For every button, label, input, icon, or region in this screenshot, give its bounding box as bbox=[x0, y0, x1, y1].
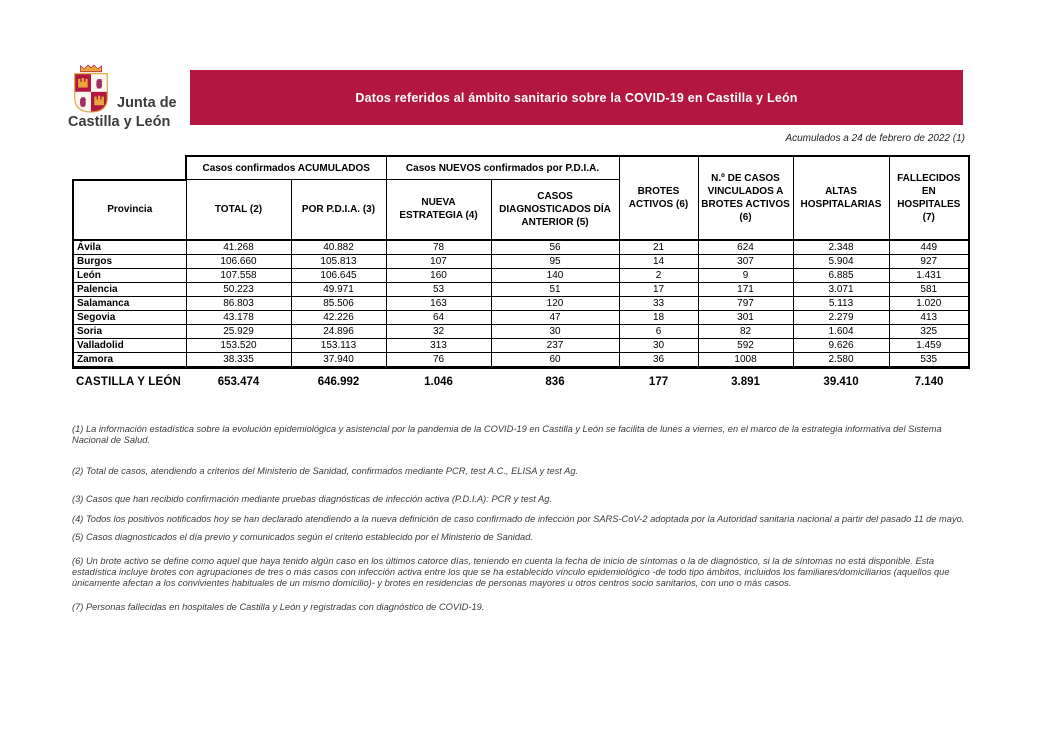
total-value-cell: 3.891 bbox=[731, 376, 760, 388]
column-header-fallecidos: FALLECIDOS EN HOSPITALES (7) bbox=[889, 156, 969, 240]
value-cell: 41.268 bbox=[186, 240, 291, 255]
table-row-salamanca bbox=[73, 296, 969, 310]
province-cell: Zamora bbox=[73, 352, 186, 367]
value-cell: 53 bbox=[386, 282, 491, 296]
value-cell: 105.813 bbox=[291, 254, 386, 268]
value-cell: 1.459 bbox=[889, 338, 969, 352]
value-cell: 1008 bbox=[698, 352, 793, 367]
value-cell: 33 bbox=[619, 296, 698, 310]
value-cell: 797 bbox=[698, 296, 793, 310]
logo-org-line1: Junta de bbox=[117, 94, 177, 111]
value-cell: 49.971 bbox=[291, 282, 386, 296]
covid-data-table bbox=[72, 155, 970, 393]
value-cell: 18 bbox=[619, 310, 698, 324]
footnote-4: (4) Todos los positivos notificados hoy se han declarado atendiendo a la nueva definición de caso confirmado de infección por SARS-CoV-2 adoptada por la Autoridad sanitaria nacional a partir del pasado 11 de mayo. bbox=[72, 514, 965, 524]
column-header-casos-diagnosticados: CASOS DIAGNOSTICADOS DÍA ANTERIOR (5) bbox=[491, 180, 619, 240]
value-cell: 64 bbox=[386, 310, 491, 324]
total-value-cell: 646.992 bbox=[317, 376, 360, 388]
value-cell: 237 bbox=[491, 338, 619, 352]
column-header-casos-vinculados: N.º DE CASOS VINCULADOS A BROTES ACTIVOS (6) bbox=[698, 156, 793, 240]
value-cell: 106.660 bbox=[186, 254, 291, 268]
value-cell: 927 bbox=[889, 254, 969, 268]
value-cell: 42.226 bbox=[291, 310, 386, 324]
value-cell: 36 bbox=[619, 352, 698, 367]
value-cell: 14 bbox=[619, 254, 698, 268]
value-cell: 3.071 bbox=[793, 282, 889, 296]
value-cell: 171 bbox=[698, 282, 793, 296]
table-row-leon bbox=[73, 268, 969, 282]
value-cell: 581 bbox=[889, 282, 969, 296]
total-value-cell: 177 bbox=[648, 376, 669, 388]
value-cell: 107 bbox=[386, 254, 491, 268]
value-cell: 153.113 bbox=[291, 338, 386, 352]
province-cell: Segovia bbox=[73, 310, 186, 324]
value-cell: 2.580 bbox=[793, 352, 889, 367]
value-cell: 325 bbox=[889, 324, 969, 338]
footnote-1: (1) La información estadística sobre la evolución epidemiológica y asistencial por la pandemia de la COVID-19 en Castilla y León se facilita de lunes a viernes, en el marco de la estrategia informativa del Sistema Nacional de Salud. bbox=[72, 424, 942, 445]
total-value-cell: 653.474 bbox=[217, 376, 260, 388]
column-header-por-pdia: POR P.D.I.A. (3) bbox=[291, 180, 386, 240]
value-cell: 413 bbox=[889, 310, 969, 324]
column-header-provincia: Provincia bbox=[73, 180, 186, 240]
value-cell: 30 bbox=[619, 338, 698, 352]
province-cell: Palencia bbox=[73, 282, 186, 296]
value-cell: 78 bbox=[386, 240, 491, 255]
value-cell: 2 bbox=[619, 268, 698, 282]
footnote-3: (3) Casos que han recibido confirmación mediante pruebas diagnósticas de infección activa (P.D.I.A): PCR y test Ag. bbox=[72, 494, 553, 504]
jcyl-logo bbox=[68, 63, 196, 130]
value-cell: 9 bbox=[698, 268, 793, 282]
value-cell: 163 bbox=[386, 296, 491, 310]
footnotes-section bbox=[72, 424, 970, 613]
jcyl-coat-of-arms-icon bbox=[68, 63, 114, 114]
value-cell: 17 bbox=[619, 282, 698, 296]
table-corner-blank-cell bbox=[73, 156, 186, 180]
footnote-6: (6) Un brote activo se define como aquel que haya tenido algún caso en los últimos catorce días, teniendo en cuenta la fecha de inicio de síntomas o la de diagnóstico, si la de síntomas no está disponible. Esta estadística incluye brotes con agrupaciones de tres o más casos con infección activa entre los que se ha establecido vínculo epidemiológico -de todo tipo ámbitos, incluidos los familiares/domiciliarios (aquellos que únicamente afectan a los convivientes habituales de un mismo domicilio)- y brotes en residencias de personas mayores u otros centros socio sanitarios, con uno o más casos. bbox=[72, 556, 950, 588]
value-cell: 301 bbox=[698, 310, 793, 324]
value-cell: 313 bbox=[386, 338, 491, 352]
logo-org-line2: Castilla y León bbox=[68, 114, 171, 130]
value-cell: 592 bbox=[698, 338, 793, 352]
banner-title: Datos referidos al ámbito sanitario sobre la COVID-19 en Castilla y León bbox=[355, 90, 798, 105]
value-cell: 60 bbox=[491, 352, 619, 367]
value-cell: 40.882 bbox=[291, 240, 386, 255]
value-cell: 32 bbox=[386, 324, 491, 338]
total-value-cell: 836 bbox=[545, 376, 565, 388]
column-header-total: TOTAL (2) bbox=[186, 180, 291, 240]
province-cell: Salamanca bbox=[73, 296, 186, 310]
value-cell: 160 bbox=[386, 268, 491, 282]
value-cell: 37.940 bbox=[291, 352, 386, 367]
group-header-casos-nuevos: Casos NUEVOS confirmados por P.D.I.A. bbox=[386, 156, 619, 180]
value-cell: 85.506 bbox=[291, 296, 386, 310]
province-cell: Ávila bbox=[73, 240, 186, 255]
total-value-cell: 39.410 bbox=[823, 376, 859, 388]
date-note: Acumulados a 24 de febrero de 2022 (1) bbox=[785, 133, 965, 144]
value-cell: 47 bbox=[491, 310, 619, 324]
value-cell: 5.904 bbox=[793, 254, 889, 268]
table-group-header-row bbox=[73, 156, 969, 180]
value-cell: 624 bbox=[698, 240, 793, 255]
column-header-altas-hospitalarias: ALTAS HOSPITALARIAS bbox=[793, 156, 889, 240]
total-value-cell: 1.046 bbox=[424, 376, 453, 388]
value-cell: 449 bbox=[889, 240, 969, 255]
value-cell: 82 bbox=[698, 324, 793, 338]
total-value-cell: 7.140 bbox=[914, 376, 944, 388]
value-cell: 140 bbox=[491, 268, 619, 282]
value-cell: 86.803 bbox=[186, 296, 291, 310]
value-cell: 106.645 bbox=[291, 268, 386, 282]
value-cell: 24.896 bbox=[291, 324, 386, 338]
table-row-soria bbox=[73, 324, 969, 338]
value-cell: 9.626 bbox=[793, 338, 889, 352]
province-cell: León bbox=[73, 268, 186, 282]
value-cell: 307 bbox=[698, 254, 793, 268]
table-row-zamora bbox=[73, 352, 969, 367]
table-row-segovia bbox=[73, 310, 969, 324]
table-row-avila bbox=[73, 240, 969, 255]
value-cell: 5.113 bbox=[793, 296, 889, 310]
value-cell: 43.178 bbox=[186, 310, 291, 324]
value-cell: 2.348 bbox=[793, 240, 889, 255]
value-cell: 30 bbox=[491, 324, 619, 338]
value-cell: 51 bbox=[491, 282, 619, 296]
table-row-valladolid bbox=[73, 338, 969, 352]
column-header-brotes-activos: BROTES ACTIVOS (6) bbox=[619, 156, 698, 240]
footnote-2: (2) Total de casos, atendiendo a criterios del Ministerio de Sanidad, confirmados mediante PCR, test A.C., ELISA y test Ag. bbox=[72, 466, 579, 476]
value-cell: 2.279 bbox=[793, 310, 889, 324]
value-cell: 38.335 bbox=[186, 352, 291, 367]
footnote-5: (5) Casos diagnosticados el día previo y comunicados según el criterio establecido por el Ministerio de Sanidad. bbox=[72, 532, 533, 542]
value-cell: 107.558 bbox=[186, 268, 291, 282]
table-total-row bbox=[73, 367, 969, 393]
value-cell: 153.520 bbox=[186, 338, 291, 352]
value-cell: 1.604 bbox=[793, 324, 889, 338]
value-cell: 95 bbox=[491, 254, 619, 268]
value-cell: 120 bbox=[491, 296, 619, 310]
total-label-cell: CASTILLA Y LEÓN bbox=[76, 376, 182, 388]
province-cell: Burgos bbox=[73, 254, 186, 268]
province-cell: Soria bbox=[73, 324, 186, 338]
group-header-casos-acumulados: Casos confirmados ACUMULADOS bbox=[186, 156, 386, 180]
value-cell: 56 bbox=[491, 240, 619, 255]
value-cell: 76 bbox=[386, 352, 491, 367]
column-header-nueva-estrategia: NUEVA ESTRATEGIA (4) bbox=[386, 180, 491, 240]
value-cell: 50.223 bbox=[186, 282, 291, 296]
table-row-palencia bbox=[73, 282, 969, 296]
banner-title-bar bbox=[190, 70, 963, 125]
value-cell: 25.929 bbox=[186, 324, 291, 338]
value-cell: 1.431 bbox=[889, 268, 969, 282]
value-cell: 6.885 bbox=[793, 268, 889, 282]
value-cell: 6 bbox=[619, 324, 698, 338]
province-cell: Valladolid bbox=[73, 338, 186, 352]
value-cell: 535 bbox=[889, 352, 969, 367]
table-row-burgos bbox=[73, 254, 969, 268]
value-cell: 21 bbox=[619, 240, 698, 255]
footnote-7: (7) Personas fallecidas en hospitales de Castilla y León y registradas con diagnóstico de COVID-19. bbox=[72, 602, 485, 612]
value-cell: 1.020 bbox=[889, 296, 969, 310]
